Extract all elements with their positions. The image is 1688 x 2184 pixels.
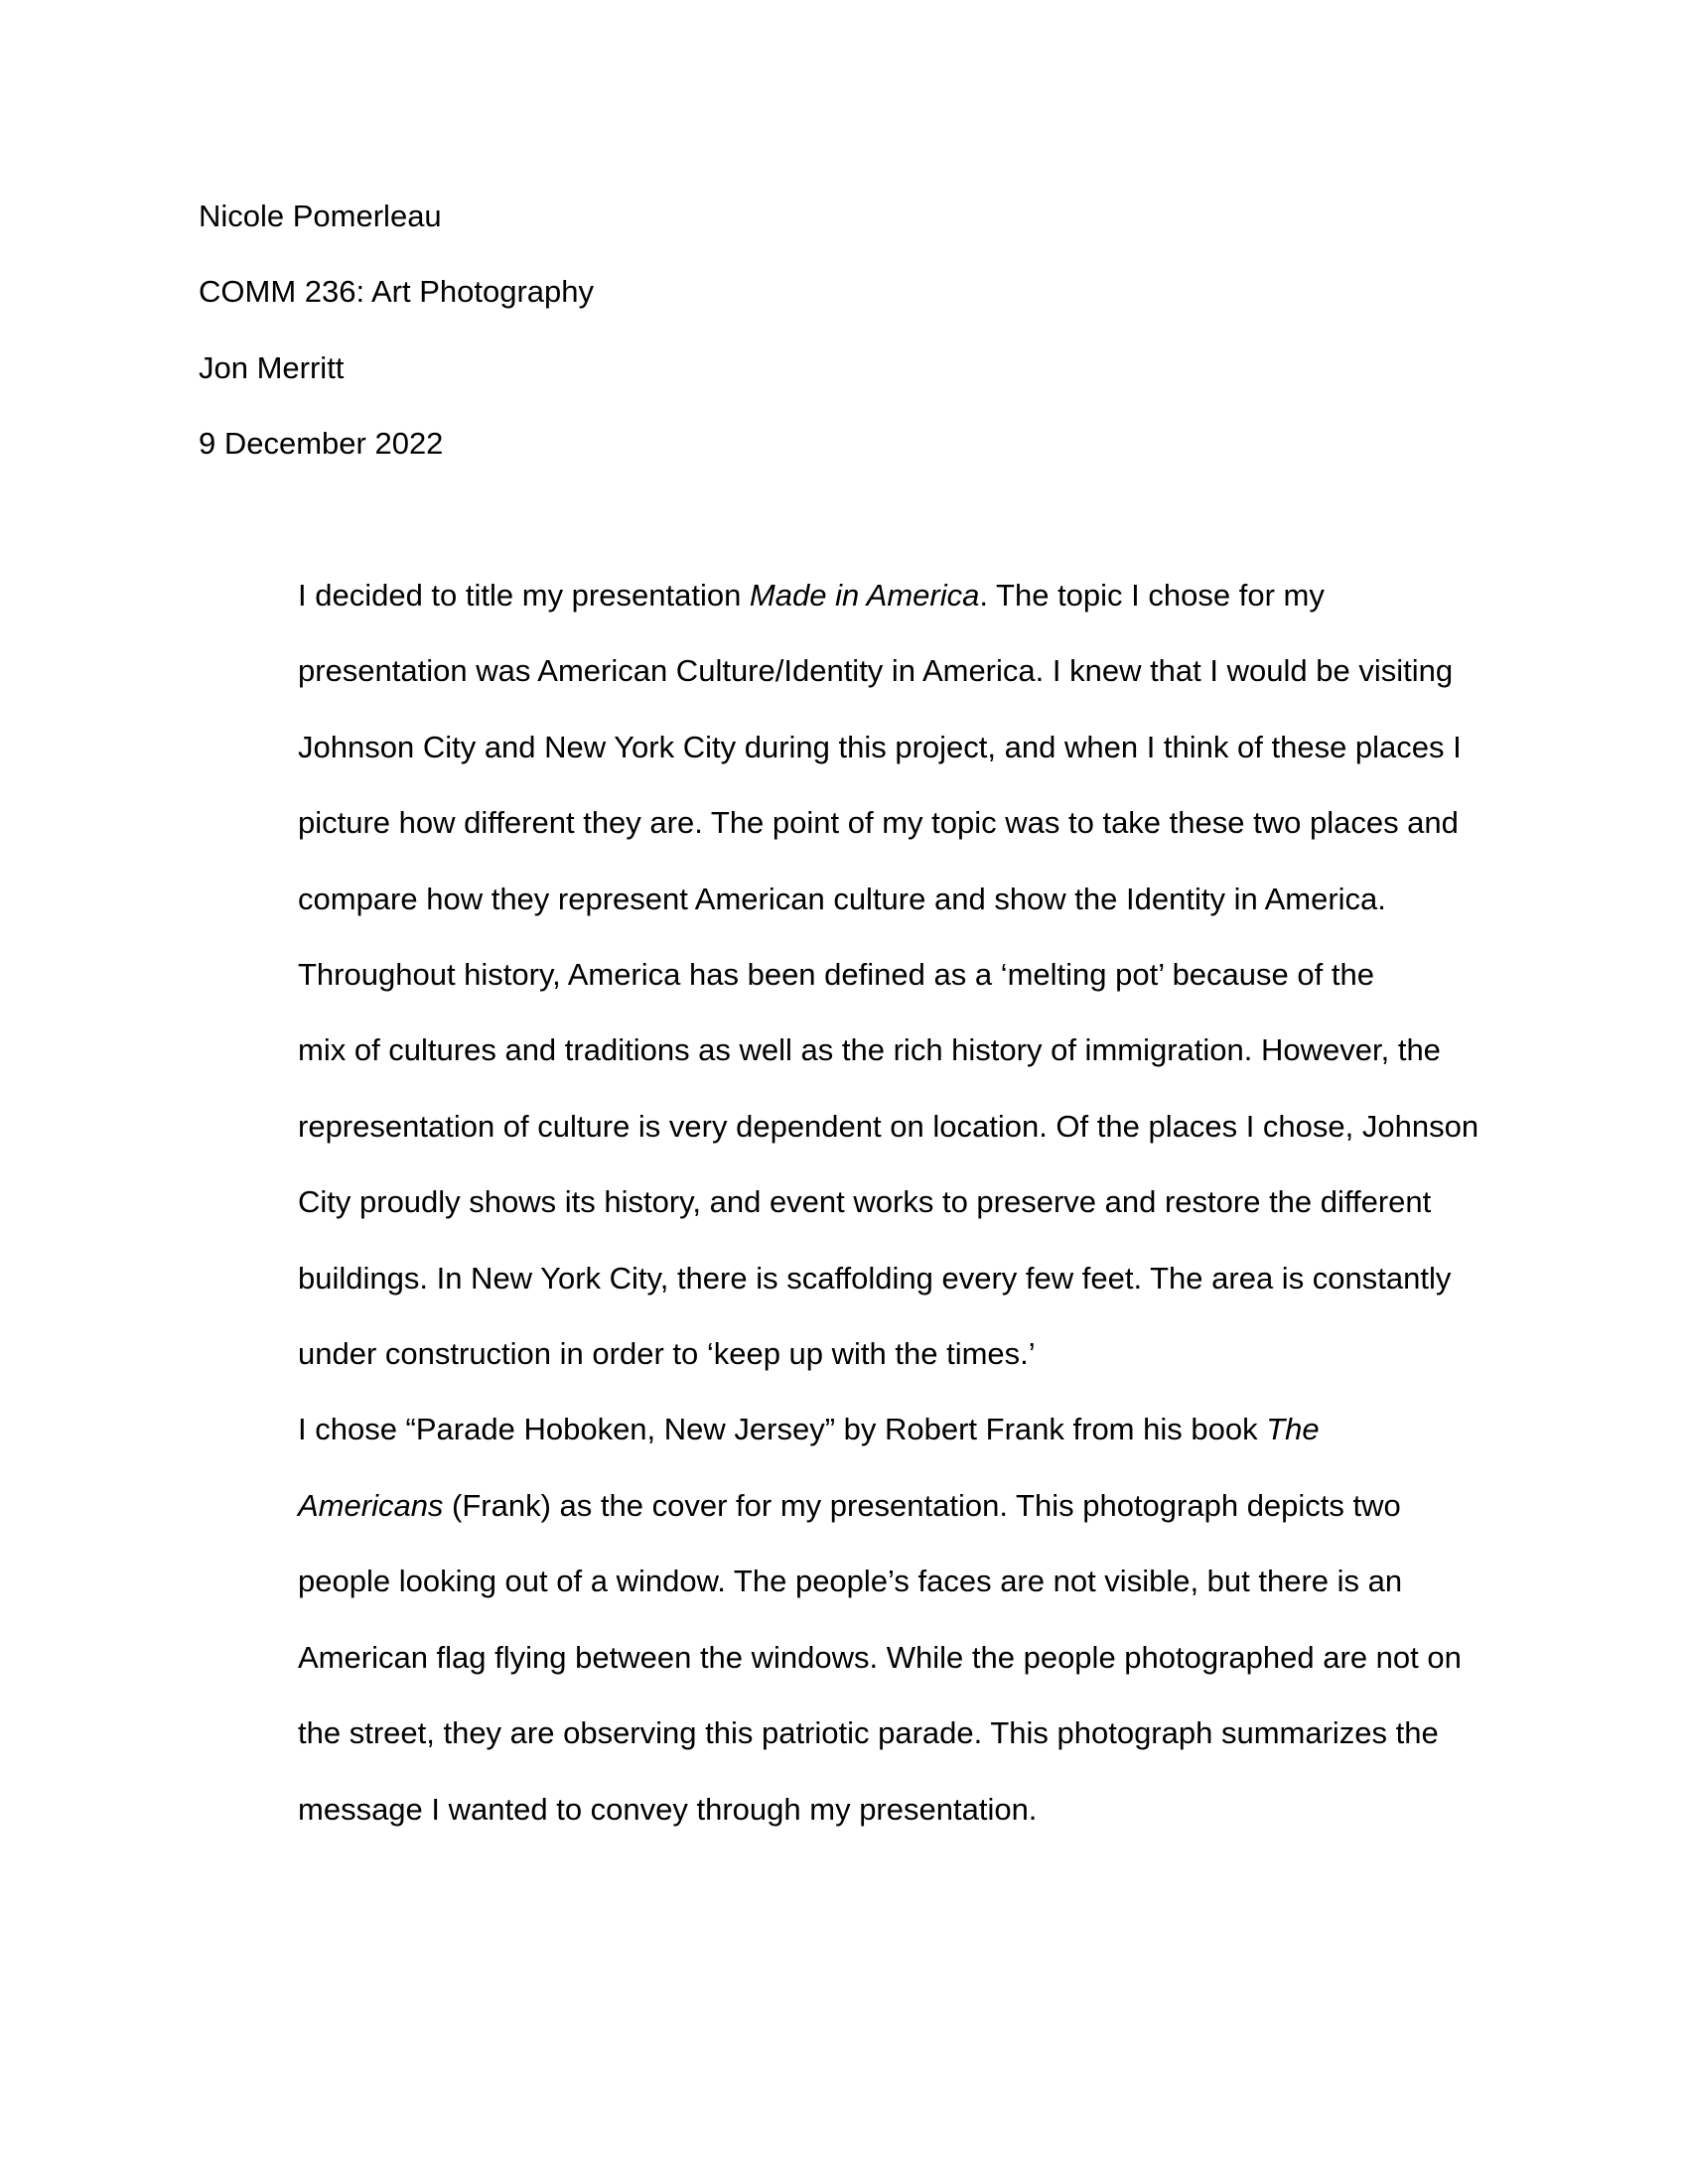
course-name: COMM 236: Art Photography [199, 274, 595, 310]
author-name: Nicole Pomerleau [199, 199, 442, 233]
instructor-name: Jon Merritt [199, 349, 345, 385]
text-line: Throughout history, America has been defined as a ‘melting pot’ because of the [298, 957, 1374, 993]
book-title-part-2: Americans [298, 1487, 444, 1523]
paragraph [199, 937, 1489, 1392]
text-line: compare how they represent American culture and show the Identity in America. [298, 881, 1386, 916]
text-line: representation of culture is very dependent on location. Of the places I chose, Johnson [298, 1108, 1479, 1144]
text-line: people looking out of a window. The people’s faces are not visible, but there is an [298, 1564, 1403, 1599]
text-line: I chose “Parade Hoboken, New Jersey” by Robert Frank from his book The [298, 1412, 1320, 1447]
text-line: Americans (Frank) as the cover for my presentation. This photograph depicts two [298, 1487, 1401, 1523]
title-made-in-america: Made in America [749, 578, 980, 613]
text-line: Johnson City and New York City during this project, and when I think of these places I [298, 729, 1462, 764]
book-title-part-1: The [1266, 1412, 1320, 1447]
text-line: message I wanted to convey through my presentation. [298, 1791, 1038, 1827]
text-line: City proudly shows its history, and event works to preserve and restore the different [298, 1184, 1432, 1220]
document-body [199, 558, 1489, 1847]
text-line: the street, they are observing this patriotic parade. This photograph summarizes the [298, 1715, 1439, 1751]
document-header [199, 179, 1489, 482]
text-line: American flag flying between the windows. While the people photographed are not on [298, 1639, 1462, 1675]
text-line: mix of cultures and traditions as well as the rich history of immigration. However, the [298, 1032, 1441, 1068]
paragraph [199, 558, 1489, 937]
document-date: 9 December 2022 [199, 426, 444, 462]
text-line: I decided to title my presentation Made in America. The topic I chose for my [298, 578, 1325, 613]
text-line: buildings. In New York City, there is scaffolding every few feet. The area is constantly [298, 1260, 1452, 1296]
paragraph [199, 1392, 1489, 1846]
text-line: picture how different they are. The point of my topic was to take these two places and [298, 805, 1459, 841]
text-line: presentation was American Culture/Identity in America. I knew that I would be visiting [298, 653, 1454, 689]
text-line: under construction in order to ‘keep up with the times.’ [298, 1336, 1036, 1372]
